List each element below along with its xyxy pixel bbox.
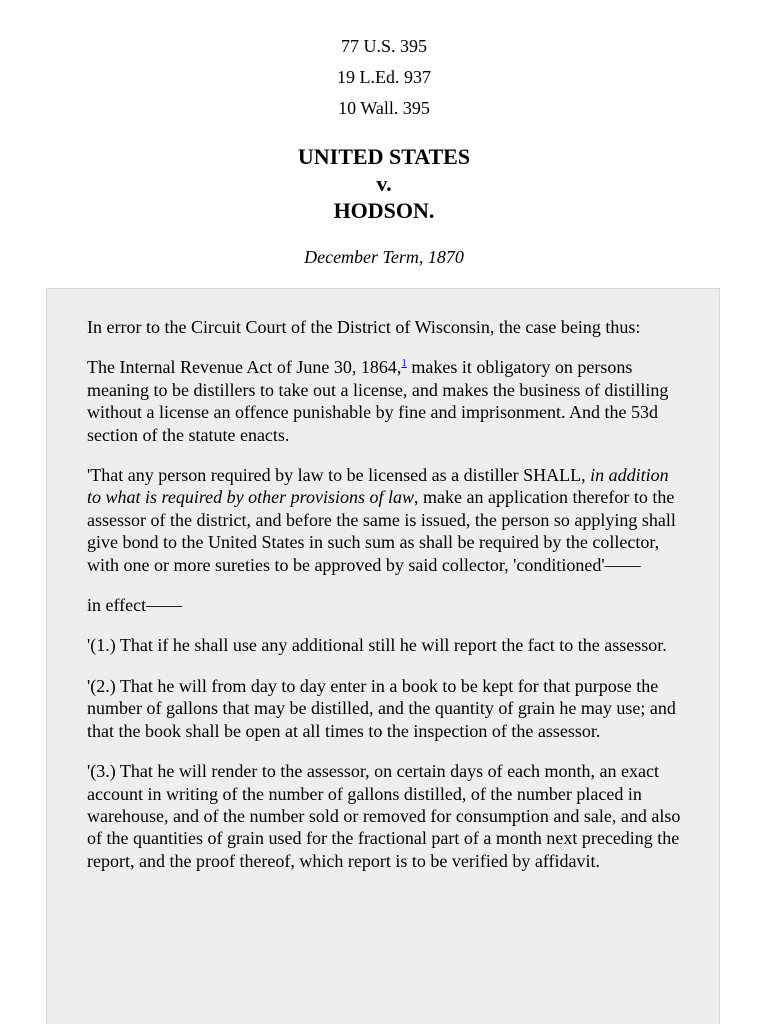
case-title-versus: v. — [376, 171, 392, 196]
case-title-defendant: HODSON. — [333, 198, 435, 223]
opinion-content — [87, 316, 683, 890]
footnote-link[interactable]: 1 — [401, 357, 407, 370]
case-title-plaintiff: UNITED STATES — [297, 144, 471, 169]
paragraph-6: '(2.) That he will from day to day enter in a book to be kept for that purpose the number of gallons that may be distilled, and the quantity of grain he may use; and that the book shall be open at all times to the inspection of the assessor. — [87, 675, 676, 741]
paragraph-1: In error to the Circuit Court of the District of Wisconsin, the case being thus: — [87, 317, 641, 337]
term-date: December Term, 1870 — [304, 247, 464, 267]
citation-wall: 10 Wall. 395 — [338, 98, 430, 118]
paragraph-3-start: 'That any person required by law to be licensed as a distiller SHALL, — [87, 465, 591, 486]
paragraph-3 — [87, 464, 683, 576]
paragraph-3-italic: in addition to what is required by other provisions of law — [87, 465, 669, 508]
citation-us: 77 U.S. 395 — [340, 36, 427, 56]
paragraph-5: '(1.) That if he shall use any additional still he will report the fact to the assessor. — [87, 635, 667, 656]
paragraph-3-end: , make an application therefor to the assessor of the district, and before the same is issued, the person so applying shall give bond to the United States in such sum as shall be required by the collector, with one or more sureties to be approved by said collector, 'conditioned'—— — [87, 487, 676, 575]
paragraph-4: in effect—— — [87, 595, 183, 616]
paragraph-2 — [87, 356, 683, 446]
paragraph-7: '(3.) That he will render to the assessor, on certain days of each month, an exact account in writing of the number of gallons distilled, of the number placed in warehouse, and of the number sold or removed for consumption and sale, and also of the quantities of grain used for the fractional part of a month next preceding the report, and the proof thereof, which report is to be verified by affidavit. — [87, 761, 681, 871]
citation-led: 19 L.Ed. 937 — [337, 67, 431, 87]
paragraph-2-start: The Internal Revenue Act of June 30, 1864, — [87, 357, 402, 378]
paragraph-2-end: makes it obligatory on persons meaning to be distillers to take out a license, and makes the business of distilling without a license an offence punishable by fine and imprisonment. And the 53d section of the statute enacts. — [87, 357, 669, 445]
